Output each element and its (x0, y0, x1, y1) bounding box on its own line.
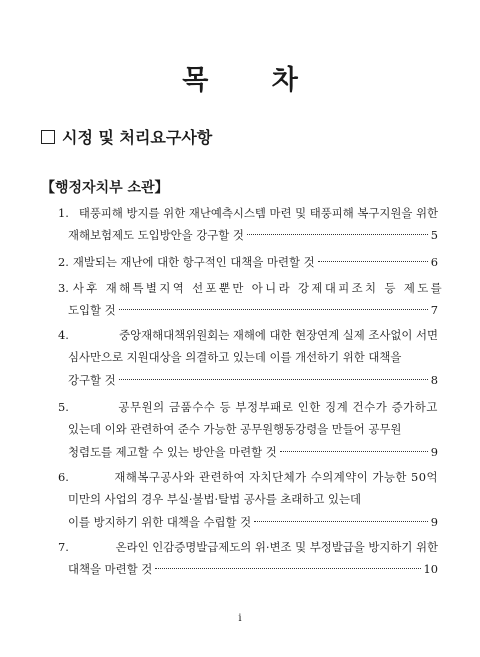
toc-item-text-line: 중앙재해대책위원회는 재해에 대한 현장연계 실제 조사없이 서면 (119, 328, 438, 342)
toc-item-7[interactable] (58, 536, 438, 581)
toc-item-3[interactable] (58, 277, 445, 322)
section-heading-text: 시정 및 처리요구사항 (62, 128, 213, 147)
toc-item-text-line: 심사만으로 지원대상을 의결하고 있는데 이를 개선하기 위한 대책을 (68, 350, 402, 365)
toc-item-5[interactable] (58, 396, 438, 463)
leader-dots (155, 568, 420, 569)
leader-dots (247, 234, 428, 235)
leader-dots (254, 521, 428, 522)
toc-item-text-line: 온라인 인감증명발급제도의 위·변조 및 부정발급을 방지하기 위한 (115, 540, 438, 554)
toc-page-number: 6 (430, 255, 438, 269)
toc-item-text-line: 도입할 것 (68, 303, 116, 318)
toc-item-number: 7. (58, 540, 69, 554)
toc-item-number: 1. (58, 206, 69, 220)
toc-item-text-line: 이를 방지하기 위한 대책을 수립할 것 (68, 514, 252, 529)
toc-item-text-line: 재발되는 재난에 대한 항구적인 대책을 마련할 것 (72, 255, 315, 269)
title-char-1: 목 (182, 65, 209, 96)
toc-page-number: 10 (423, 562, 438, 577)
subsection-heading: 【행정자치부 소관】 (41, 180, 169, 196)
checkbox-icon (41, 130, 55, 144)
leader-dots (119, 309, 428, 310)
toc-page-number: 9 (430, 444, 438, 459)
toc-item-text-line: 청렴도를 제고할 수 있는 방안을 마련할 것 (68, 444, 277, 459)
toc-item-text-line: 재해보험제도 도입방안을 강구할 것 (68, 228, 244, 243)
title-char-2: 차 (271, 65, 298, 96)
toc-item-number: 5. (58, 400, 69, 414)
leader-dots (280, 451, 428, 452)
page-title (0, 58, 480, 97)
toc-item-text-line: 강구할 것 (68, 372, 116, 387)
toc-item-number: 4. (58, 328, 69, 342)
footer-page-number: i (238, 613, 242, 624)
toc-item-text-line: 공무원의 금품수수 등 부정부패로 인한 징계 건수가 증가하고 (118, 400, 438, 414)
toc-item-6[interactable] (58, 466, 438, 533)
toc-page-number: 8 (430, 372, 438, 387)
toc-item-text-line: 미만의 사업의 경우 부실·불법·탈법 공사를 초래하고 있는데 (68, 492, 362, 507)
leader-dots (119, 379, 428, 380)
toc-item-number: 3. (58, 281, 69, 295)
toc-item-text-line: 대책을 마련할 것 (68, 562, 153, 577)
section-heading (41, 125, 212, 148)
leader-dots (318, 261, 428, 262)
toc-page-number: 5 (430, 228, 438, 243)
toc-item-text-line: 재해복구공사와 관련하여 자치단체가 수의계약이 가능한 50억 (114, 470, 438, 484)
toc-item-1[interactable] (58, 202, 438, 247)
toc-item-2[interactable] (58, 251, 438, 273)
toc-item-4[interactable] (58, 324, 438, 391)
toc-item-number: 6. (58, 470, 69, 484)
toc-item-text-line: 태풍피해 방지를 위한 재난예측시스템 마련 및 태풍피해 복구지원을 위한 (78, 206, 438, 220)
toc-item-text-line: 사후 재해특별지역 선포뿐만 아니라 강제대피조치 등 제도를 (72, 281, 445, 295)
toc-item-text-line: 있는데 이와 관련하여 준수 가능한 공무원행동강령을 만들어 공무원 (68, 422, 402, 437)
toc-page-number: 9 (430, 514, 438, 529)
toc-page-number: 7 (430, 303, 438, 318)
toc-item-number: 2. (58, 255, 69, 269)
